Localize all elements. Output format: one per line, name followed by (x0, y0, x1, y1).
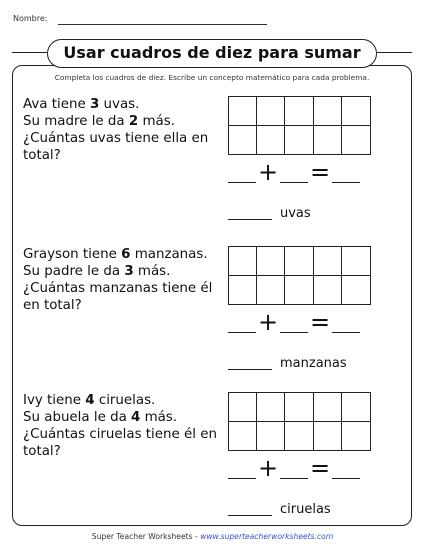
addend-blank[interactable] (280, 478, 308, 479)
ten-frame-cell[interactable] (342, 393, 370, 422)
story-text: Ivy tiene (23, 393, 86, 408)
story-text: uvas. (99, 97, 140, 112)
ten-frame-cell[interactable] (229, 126, 257, 155)
story-text: Su abuela le da (23, 410, 132, 425)
ten-frame-cell[interactable] (257, 393, 285, 422)
addition-equation (228, 456, 368, 482)
ten-frame-cell[interactable] (314, 422, 342, 451)
ten-frame-cell[interactable] (314, 97, 342, 126)
ten-frame[interactable] (228, 246, 371, 305)
equals-sign: = (310, 454, 331, 482)
sum-blank[interactable] (332, 182, 360, 183)
story-question: ¿Cuántas manzanas tiene él en total? (23, 281, 213, 313)
plus-sign: + (258, 158, 279, 186)
sum-blank[interactable] (332, 332, 360, 333)
ten-frame-cell[interactable] (229, 97, 257, 126)
ten-frame-cell[interactable] (257, 422, 285, 451)
ten-frame-cell[interactable] (229, 393, 257, 422)
name-line[interactable] (58, 24, 267, 25)
ten-frame-cell[interactable] (229, 276, 257, 305)
problem-story (23, 96, 223, 164)
ten-frame-cell[interactable] (285, 126, 313, 155)
story-text: más. (133, 264, 171, 279)
addend-blank[interactable] (280, 332, 308, 333)
ten-frame-cell[interactable] (342, 126, 370, 155)
ten-frame-cell[interactable] (229, 422, 257, 451)
addend-blank[interactable] (280, 182, 308, 183)
problem-3 (0, 392, 425, 542)
ten-frame-cell[interactable] (257, 247, 285, 276)
footer (0, 532, 425, 541)
story-text: más. (138, 114, 175, 129)
answer-blank[interactable] (228, 515, 272, 516)
addend-blank[interactable] (228, 182, 256, 183)
equals-sign: = (310, 158, 331, 186)
answer-unit: manzanas (280, 356, 347, 371)
ten-frame-cell[interactable] (257, 276, 285, 305)
ten-frame-cell[interactable] (314, 126, 342, 155)
ten-frame[interactable] (228, 392, 371, 451)
ten-frame-cell[interactable] (257, 126, 285, 155)
problem-story (23, 246, 223, 314)
instructions: Completa los cuadros de diez. Escribe un concepto matemático para cada problema. (54, 73, 370, 82)
story-text: Ava tiene (23, 97, 90, 112)
plus-sign: + (258, 454, 279, 482)
footer-text: Super Teacher Worksheets - (91, 532, 201, 541)
ten-frame-cell[interactable] (229, 247, 257, 276)
story-number: 3 (89, 97, 100, 112)
answer-unit: uvas (280, 206, 311, 221)
story-number: 4 (85, 393, 95, 408)
ten-frame-cell[interactable] (257, 97, 285, 126)
addend-blank[interactable] (228, 478, 256, 479)
ten-frame-cell[interactable] (285, 276, 313, 305)
ten-frame-cell[interactable] (314, 247, 342, 276)
footer-link[interactable]: www.superteacherworksheets.com (200, 532, 334, 541)
story-text: ciruelas. (94, 393, 156, 408)
story-text: Su padre le da (23, 264, 125, 279)
story-number: 2 (128, 114, 139, 129)
ten-frame-cell[interactable] (342, 247, 370, 276)
problem-story (23, 392, 223, 460)
addition-equation (228, 160, 368, 186)
story-number: 4 (131, 410, 141, 425)
ten-frame-cell[interactable] (285, 422, 313, 451)
problem-2 (0, 246, 425, 396)
ten-frame-cell[interactable] (285, 97, 313, 126)
story-question: ¿Cuántas uvas tiene ella en total? (23, 131, 209, 163)
answer-blank[interactable] (228, 219, 272, 220)
addend-blank[interactable] (228, 332, 256, 333)
story-question: ¿Cuántas ciruelas tiene él en total? (23, 427, 217, 459)
story-text: manzanas. (130, 247, 208, 262)
story-number: 6 (121, 247, 131, 262)
worksheet-title: Usar cuadros de diez para sumar (47, 39, 377, 68)
problem-1 (0, 96, 425, 246)
story-text: Su madre le da (23, 114, 129, 129)
ten-frame-cell[interactable] (314, 393, 342, 422)
answer-unit: ciruelas (280, 502, 331, 517)
ten-frame-cell[interactable] (342, 97, 370, 126)
story-text: más. (140, 410, 178, 425)
addition-equation (228, 310, 368, 336)
equals-sign: = (310, 308, 331, 336)
ten-frame[interactable] (228, 96, 371, 155)
story-text: Grayson tiene (23, 247, 122, 262)
ten-frame-cell[interactable] (342, 276, 370, 305)
ten-frame-cell[interactable] (285, 393, 313, 422)
ten-frame-cell[interactable] (314, 276, 342, 305)
story-number: 3 (124, 264, 134, 279)
name-label: Nombre: (13, 14, 48, 23)
sum-blank[interactable] (332, 478, 360, 479)
plus-sign: + (258, 308, 279, 336)
ten-frame-cell[interactable] (285, 247, 313, 276)
answer-blank[interactable] (228, 369, 272, 370)
ten-frame-cell[interactable] (342, 422, 370, 451)
